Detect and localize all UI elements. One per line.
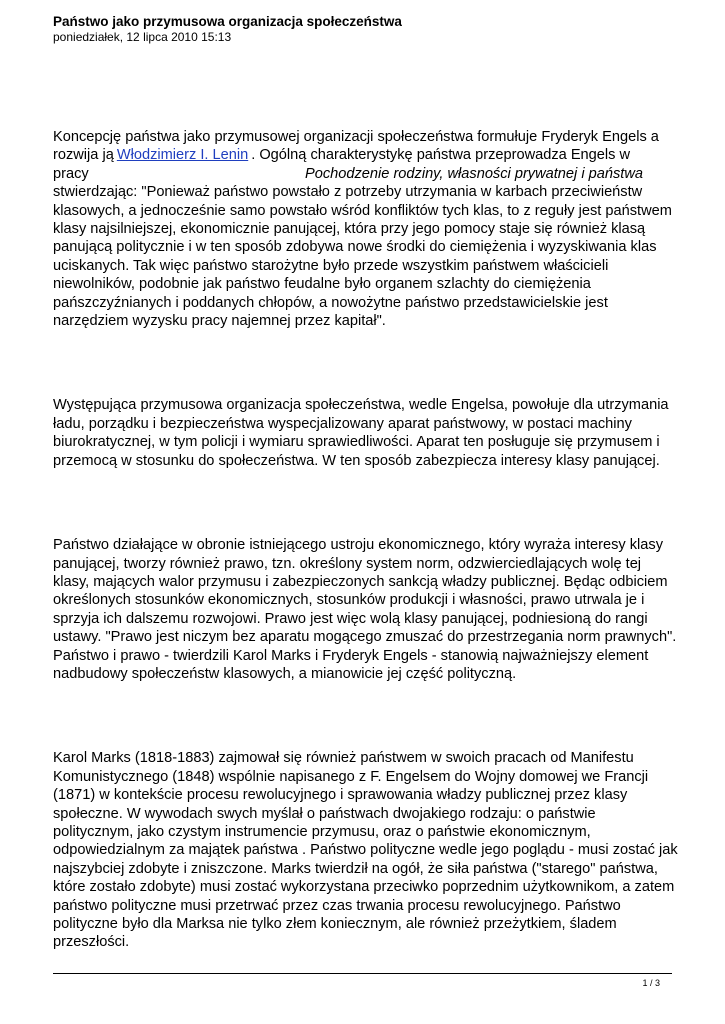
document-header	[53, 13, 673, 45]
book-title: Pochodzenie rodziny, własności prywatnej i państwa	[305, 165, 643, 182]
paragraph-1-intro: Koncepcję państwa jako przymusowej organizacji społeczeństwa formułuje Fryderyk Engels a rozwija ją	[53, 129, 659, 164]
page-number: 1 / 3	[642, 978, 660, 988]
engels-quote: stwierdzając: "Ponieważ państwo powstało z potrzeby utrzymania w karbach przeciwieństw klasowych, a jednocześnie samo powstało wśród konfliktów tych klas, to z reguły jest państwem klasy najsilniejszej, ekonomicznie panującej, która przy jego pomocy staje się również klasą panującą politycznie i w ten sposób zdobywa nowe środki do ciemiężenia i wyzyskiwania klas uciskanych. Tak więc państwo starożytne było przede wszystkim państwem właścicieli niewolników, podobnie jak państwo feudalne było organem szlachty do ciemiężenia pańszczyźnianych i poddanych chłopów, a nowożytne państwo przedstawicielskie jest narzędziem wyzysku pracy najemnej przez kapitał".	[53, 184, 672, 330]
footer-divider	[53, 973, 672, 974]
pracy-line	[53, 165, 678, 183]
lenin-link[interactable]: Włodzimierz I. Lenin	[116, 147, 249, 164]
article-body	[53, 128, 678, 952]
document-title: Państwo jako przymusowa organizacja społeczeństwa	[53, 14, 402, 29]
paragraph-4: Karol Marks (1818-1883) zajmował się również państwem w swoich pracach od Manifestu Komunistycznego (1848) wspólnie napisanego z F. Engelsem do Wojny domowej we Francji (1871) w kontekście procesu rewolucyjnego i sprawowania władzy publicznej przez klasy społeczne. W wywodach swych myślał o państwach dwojakiego rodzaju: o państwie politycznym, jako czystym instrumencie przymusu, oraz o państwie ekonomicznym, odpowiedzialnym za majątek państwa . Państwo polityczne wedle jego poglądu - musi zostać jak najszybciej zdobyte i zniszczone. Marks twierdził na ogół, że siła państwa ("starego" państwa, które zostało zdobyte) musi zostać wykorzystana przeciwko poprzednim użytkownikom, a zatem państwo polityczne musi przetrwać przez czas trwania procesu rewolucyjnego. Państwo polityczne było dla Marksa nie tylko złem koniecznym, ale również przeżytkiem, śladem przeszłości.	[53, 750, 678, 951]
word-pracy: pracy	[53, 165, 89, 182]
paragraph-1	[53, 128, 678, 330]
paragraph-3: Państwo działające w obronie istniejącego ustroju ekonomicznego, który wyraża interesy klasy panującej, tworzy również prawo, tzn. określony system norm, odzwierciedlających wolę tej klasy, mających walor przymusu i zabezpieczonych sankcją władzy publicznej. Będąc odbiciem określonych stosunków ekonomicznych, stosunków produkcji i własności, prawo utrwala je i sprzyja ich dalszemu rozwojowi. Prawo jest więc wolą klasy panującej, podniesioną do rangi ustawy. "Prawo jest niczym bez aparatu mogącego zmuszać do przestrzegania norm prawnych". Państwo i prawo - twierdzili Karol Marks i Fryderyk Engels - stanowią najważniejszy element nadbudowy społeczeństw klasowych, a mianowicie jej część polityczną.	[53, 537, 677, 682]
document-date: poniedziałek, 12 lipca 2010 15:13	[53, 30, 232, 44]
paragraph-2: Występująca przymusowa organizacja społeczeństwa, wedle Engelsa, powołuje dla utrzymania ładu, porządku i bezpieczeństwa wyspecjalizowany aparat państwowy, w postaci machiny biurokratycznej, w tym policji i wymiaru sprawiedliwości. Aparat ten posługuje się przymusem i przemocą w stosunku do społeczeństwa. W ten sposób zabezpiecza interesy klasy panującej.	[53, 397, 669, 469]
paragraph-1-after-link: . Ogólną charakterystykę państwa przeprowadza Engels w	[251, 147, 631, 164]
